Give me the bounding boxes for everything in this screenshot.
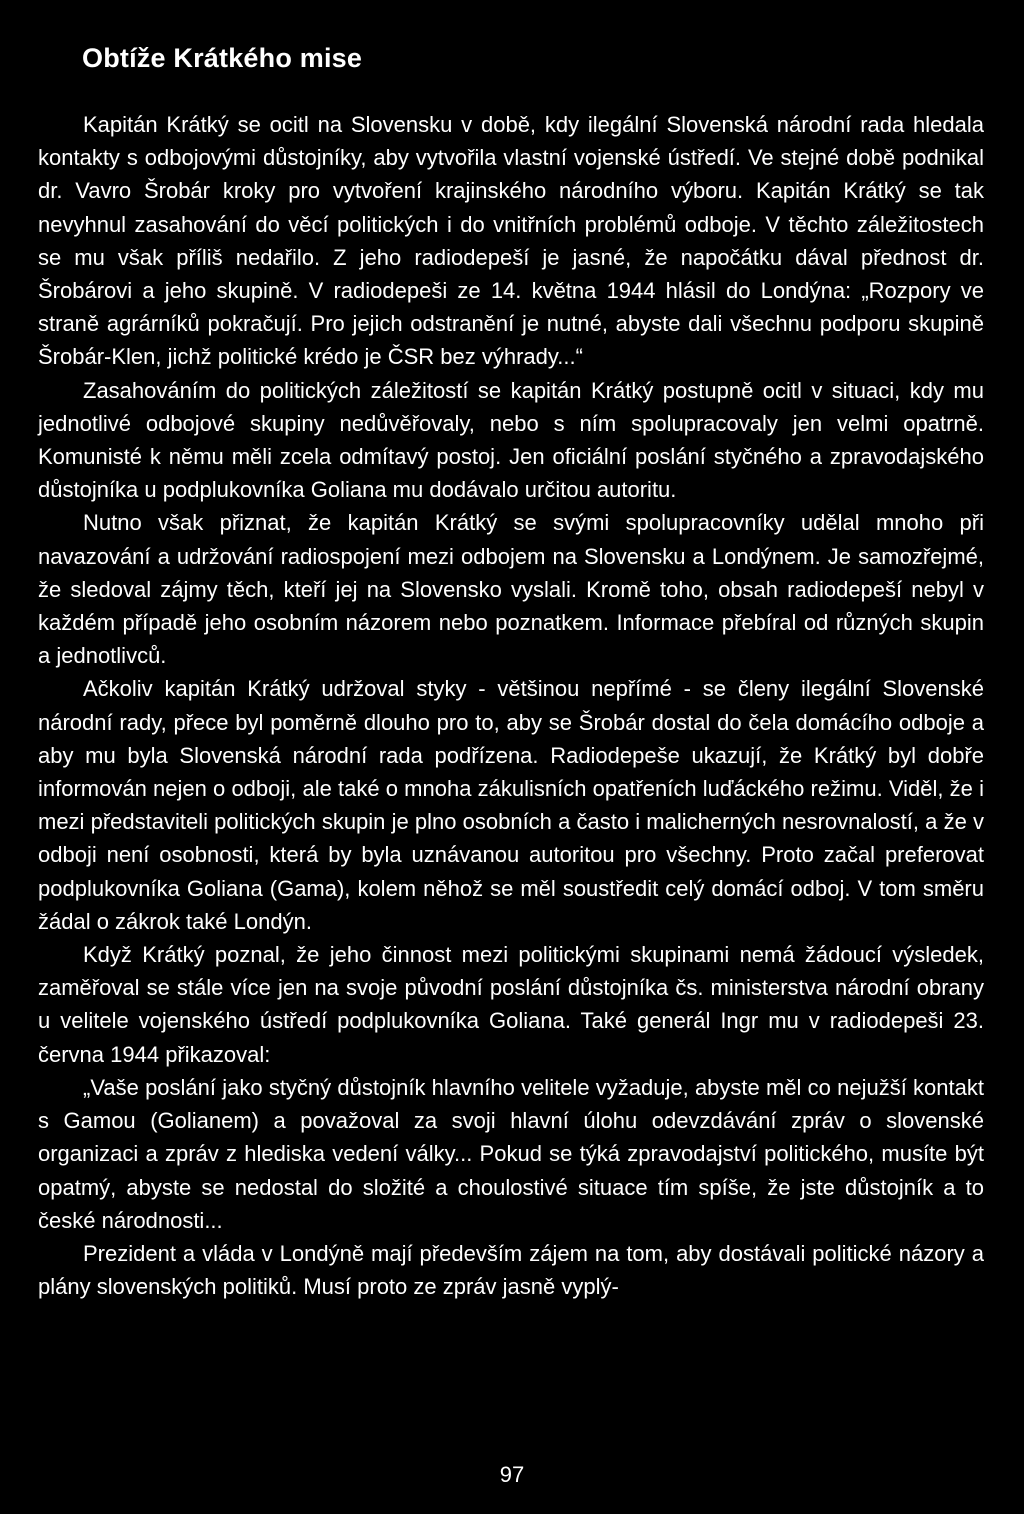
paragraph: „Vaše poslání jako styčný důstojník hlavního velitele vyžaduje, abyste měl co nejužší kontakt s Gamou (Golianem) a považoval za svoji hlavní úlohu odevzdávání zpráv o slovenské organizaci a zpráv z hlediska vedení války... Pokud se týká zpravodajství politického, musíte být opatmý, abyste se nedostal do složité a choulostivé situace tím spíše, že jste důstojník a to české národnosti... bbox=[38, 1074, 984, 1233]
chapter-title: Obtíže Krátkého mise bbox=[82, 43, 363, 73]
paragraph: Ačkoliv kapitán Krátký udržoval styky - většinou nepřímé - se členy ilegální Slovenské národní rady, přece byl poměrně dlouho pro to, aby se Šrobár dostal do čela domácího odboje a aby mu byla Slovenská národní rada podřízena. Radiodepeše ukazují, že Krátký byl dobře informován nejen o odboji, ale také o mnoha zákulisních opatřeních luďáckého režimu. Viděl, že i mezi představiteli politických skupin je plno osobních a často i malicherných nesrovnalostí, a že v odboji není osobnosti, která by byla uznávanou autoritou pro všechny. Proto začal preferovat podplukovníka Goliana (Gama), kolem něhož se měl soustředit celý domácí odboj. V tom směru žádal o zákrok také Londýn. bbox=[38, 676, 984, 934]
paragraph: Když Krátký poznal, že jeho činnost mezi politickými skupinami nemá žádoucí výsledek, zaměřoval se stále více jen na svoje původní poslání důstojníka čs. ministerstva národní obrany u velitele vojenského ústředí podplukovníka Goliana. Také generál Ingr mu v radiodepeši 23. června 1944 přikazoval: bbox=[38, 942, 984, 1067]
paragraph: Prezident a vláda v Londýně mají především zájem na tom, aby dostávali politické názory a plány slovenských politiků. Musí proto ze zpráv jasně vyplý- bbox=[38, 1240, 984, 1300]
paragraph: Zasahováním do politických záležitostí se kapitán Krátký postupně ocitl v situaci, kdy mu jednotlivé odbojové skupiny nedůvěřovaly, nebo s ním spolupracovaly jen velmi opatrně. Komunisté k němu měli zcela odmítavý postoj. Jen oficiální poslání styčného a zpravodajského důstojníka u podplukovníka Goliana mu dodávalo určitou autoritu. bbox=[38, 377, 984, 503]
paragraph: Kapitán Krátký se ocitl na Slovensku v době, kdy ilegální Slovenská národní rada hledala kontakty s odbojovými důstojníky, aby vytvořila vlastní vojenské ústředí. Ve stejné době podnikal dr. Vavro Šrobár kroky pro vytvoření krajinského národního výboru. Kapitán Krátký se tak nevyhnul zasahování do věcí politických i do vnitřních problémů odboje. V těchto záležitostech se mu však příliš nedařilo. Z jeho radiodepeší je jasné, že napočátku dával přednost dr. Šrobárovi a jeho skupině. V radiodepeši ze 14. května 1944 hlásil do Londýna: „Rozpory ve straně agrárníků pokračují. Pro jejich odstranění je nutné, abyste dali všechnu podporu skupině Šrobár-Klen, jichž politické krédo je ČSR bez výhrady...“ bbox=[38, 112, 984, 370]
page-number: 97 bbox=[499, 1462, 525, 1487]
body-text bbox=[38, 108, 984, 1303]
paragraph: Nutno však přiznat, že kapitán Krátký se svými spolupracovníky udělal mnoho při navazování a udržování radiospojení mezi odbojem na Slovensku a Londýnem. Je samozřejmé, že sledoval zájmy těch, kteří jej na Slovensko vyslali. Kromě toho, obsah radiodepeší nebyl v každém případě jeho osobním názorem nebo poznatkem. Informace přebíral od různých skupin a jednotlivců. bbox=[38, 510, 984, 669]
